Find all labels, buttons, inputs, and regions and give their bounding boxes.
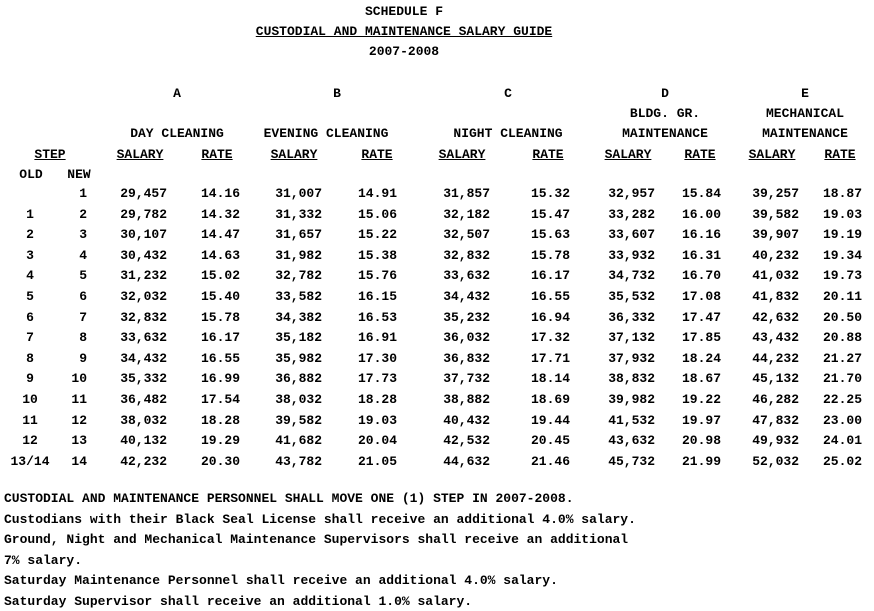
old-step-cell: 11 [22,413,38,428]
group-a-rate-cell: 14.32 [200,207,240,222]
group-b-salary-cell: 39,582 [275,413,322,428]
old-step-cell: 1 [26,207,34,222]
group-b-salary-cell: 41,682 [275,433,322,448]
group-d-salary-cell: 34,732 [608,268,655,283]
group-c-rate-header: RATE [532,147,564,162]
group-d-rate-cell: 16.31 [681,248,721,263]
group-b-rate-cell: 17.30 [357,351,397,366]
new-step-cell: 3 [79,227,87,242]
group-a-rate-cell: 18.28 [200,413,240,428]
group-d-rate-cell: 19.97 [681,413,721,428]
group-e-salary-header: SALARY [748,147,796,162]
group-c-salary-cell: 35,232 [443,310,490,325]
group-a-rate-cell: 16.17 [200,330,240,345]
group-b-salary-cell: 33,582 [275,289,322,304]
group-a-salary-cell: 31,232 [120,268,167,283]
group-a-salary-cell: 34,432 [120,351,167,366]
group-a-salary-cell: 32,032 [120,289,167,304]
group-d-rate-cell: 17.47 [681,310,721,325]
group-d-salary-cell: 36,332 [608,310,655,325]
old-step-cell: 7 [26,330,34,345]
step-header: STEP [34,147,66,162]
group-e-salary-cell: 42,632 [752,310,799,325]
group-e-rate-cell: 20.50 [822,310,862,325]
old-step-cell: 12 [22,433,38,448]
group-d-rate-header: RATE [684,147,716,162]
group-d-rate-cell: 21.99 [681,454,721,469]
group-c-salary-cell: 37,732 [443,371,490,386]
group-c-rate-cell: 19.44 [530,413,570,428]
group-e-rate-cell: 20.11 [822,289,862,304]
group-d-rate-cell: 19.22 [681,392,721,407]
old-step-cell: 10 [22,392,38,407]
new-step-cell: 9 [79,351,87,366]
old-step-cell: 9 [26,371,34,386]
group-a-salary-header: SALARY [116,147,164,162]
group-d-letter: D [661,86,669,101]
group-e-letter: E [801,86,809,101]
group-b-salary-cell: 38,032 [275,392,322,407]
group-c-rate-cell: 15.47 [530,207,570,222]
group-d-salary-cell: 45,732 [608,454,655,469]
group-e-salary-cell: 45,132 [752,371,799,386]
group-d-salary-cell: 37,932 [608,351,655,366]
group-b-rate-cell: 17.73 [357,371,397,386]
note-step-movement: CUSTODIAL AND MAINTENANCE PERSONNEL SHALL MOVE ONE (1) STEP IN 2007-2008. [4,491,574,506]
group-a-salary-cell: 40,132 [120,433,167,448]
old-step-cell: 5 [26,289,34,304]
group-e-salary-cell: 41,032 [752,268,799,283]
group-c-rate-cell: 18.69 [530,392,570,407]
group-e-salary-cell: 39,582 [752,207,799,222]
group-e-rate-cell: 21.70 [822,371,862,386]
group-a-rate-cell: 16.99 [200,371,240,386]
group-b-rate-cell: 15.06 [357,207,397,222]
group-b-rate-cell: 15.22 [357,227,397,242]
group-a-salary-cell: 36,482 [120,392,167,407]
old-step-cell: 3 [26,248,34,263]
group-d-name-line2: MAINTENANCE [622,126,708,141]
group-b-name: EVENING CLEANING [263,126,389,141]
group-d-rate-cell: 15.84 [681,186,721,201]
group-e-rate-cell: 25.02 [822,454,862,469]
new-step-cell: 13 [71,433,87,448]
group-b-rate-cell: 18.28 [357,392,397,407]
group-a-salary-cell: 30,107 [120,227,167,242]
group-e-rate-cell: 18.87 [822,186,862,201]
group-c-rate-cell: 17.71 [530,351,570,366]
group-c-rate-cell: 17.32 [530,330,570,345]
group-e-rate-cell: 24.01 [822,433,862,448]
group-c-salary-cell: 32,182 [443,207,490,222]
group-b-salary-cell: 32,782 [275,268,322,283]
group-c-salary-cell: 31,857 [443,186,490,201]
group-a-rate-cell: 19.29 [200,433,240,448]
group-b-rate-cell: 15.38 [357,248,397,263]
group-e-salary-cell: 39,907 [752,227,799,242]
new-step-cell: 10 [71,371,87,386]
group-d-salary-cell: 43,632 [608,433,655,448]
year-label: 2007-2008 [368,44,440,59]
group-e-salary-cell: 47,832 [752,413,799,428]
group-c-rate-cell: 15.32 [530,186,570,201]
new-step-cell: 6 [79,289,87,304]
group-e-salary-cell: 43,432 [752,330,799,345]
group-d-rate-cell: 16.16 [681,227,721,242]
new-step-cell: 2 [79,207,87,222]
group-a-salary-cell: 32,832 [120,310,167,325]
group-b-rate-cell: 19.03 [357,413,397,428]
group-d-salary-cell: 35,532 [608,289,655,304]
group-c-rate-cell: 18.14 [530,371,570,386]
new-step-cell: 8 [79,330,87,345]
group-c-salary-cell: 36,832 [443,351,490,366]
group-e-salary-cell: 46,282 [752,392,799,407]
group-a-salary-cell: 30,432 [120,248,167,263]
group-e-rate-cell: 20.88 [822,330,862,345]
group-a-rate-cell: 14.63 [200,248,240,263]
group-b-salary-cell: 34,382 [275,310,322,325]
group-b-salary-cell: 43,782 [275,454,322,469]
group-b-salary-cell: 31,982 [275,248,322,263]
group-b-rate-cell: 16.91 [357,330,397,345]
group-c-salary-cell: 33,632 [443,268,490,283]
group-d-salary-cell: 33,282 [608,207,655,222]
group-b-rate-cell: 21.05 [357,454,397,469]
old-step-header: OLD [19,167,43,182]
group-c-salary-header: SALARY [438,147,486,162]
new-step-cell: 12 [71,413,87,428]
group-e-rate-cell: 19.19 [822,227,862,242]
new-step-cell: 7 [79,310,87,325]
group-b-salary-header: SALARY [270,147,318,162]
group-a-letter: A [173,86,181,101]
group-a-salary-cell: 29,457 [120,186,167,201]
group-e-rate-cell: 19.03 [822,207,862,222]
group-b-rate-cell: 20.04 [357,433,397,448]
group-d-rate-cell: 16.00 [681,207,721,222]
group-c-rate-cell: 15.63 [530,227,570,242]
group-c-rate-cell: 21.46 [530,454,570,469]
group-d-rate-cell: 20.98 [681,433,721,448]
old-step-cell: 8 [26,351,34,366]
group-c-rate-cell: 16.17 [530,268,570,283]
group-c-rate-cell: 15.78 [530,248,570,263]
group-d-salary-cell: 33,607 [608,227,655,242]
group-e-salary-cell: 39,257 [752,186,799,201]
group-d-rate-cell: 16.70 [681,268,721,283]
group-a-salary-cell: 29,782 [120,207,167,222]
group-e-name-line1: MECHANICAL [765,106,845,121]
note-supervisors: Ground, Night and Mechanical Maintenance Supervisors shall receive an additional [4,532,629,547]
group-d-salary-cell: 38,832 [608,371,655,386]
group-d-rate-cell: 18.24 [681,351,721,366]
group-b-salary-cell: 35,982 [275,351,322,366]
group-d-salary-header: SALARY [604,147,652,162]
new-step-cell: 1 [79,186,87,201]
group-b-salary-cell: 31,007 [275,186,322,201]
group-d-rate-cell: 18.67 [681,371,721,386]
old-step-cell: 4 [26,268,34,283]
group-d-rate-cell: 17.85 [681,330,721,345]
group-a-rate-cell: 15.02 [200,268,240,283]
group-c-rate-cell: 20.45 [530,433,570,448]
group-b-rate-cell: 16.15 [357,289,397,304]
group-d-salary-cell: 41,532 [608,413,655,428]
group-c-salary-cell: 40,432 [443,413,490,428]
note-black-seal: Custodians with their Black Seal License shall receive an additional 4.0% salary. [4,512,636,527]
group-e-salary-cell: 49,932 [752,433,799,448]
group-c-salary-cell: 44,632 [443,454,490,469]
group-c-salary-cell: 38,882 [443,392,490,407]
group-a-salary-cell: 35,332 [120,371,167,386]
group-b-rate-cell: 14.91 [357,186,397,201]
group-a-rate-cell: 14.16 [200,186,240,201]
group-d-rate-cell: 17.08 [681,289,721,304]
group-c-letter: C [504,86,512,101]
group-e-salary-cell: 44,232 [752,351,799,366]
group-c-salary-cell: 36,032 [443,330,490,345]
old-step-cell: 6 [26,310,34,325]
group-e-salary-cell: 40,232 [752,248,799,263]
group-e-rate-cell: 21.27 [822,351,862,366]
group-b-rate-cell: 15.76 [357,268,397,283]
new-step-header: NEW [67,167,91,182]
group-b-letter: B [333,86,341,101]
schedule-label: SCHEDULE F [364,4,444,19]
old-step-cell: 13/14 [10,454,50,469]
group-b-salary-cell: 31,657 [275,227,322,242]
note-supervisors-cont: 7% salary. [4,553,83,568]
group-a-salary-cell: 33,632 [120,330,167,345]
note-saturday-maintenance: Saturday Maintenance Personnel shall receive an additional 4.0% salary. [4,573,558,588]
group-c-salary-cell: 32,507 [443,227,490,242]
group-d-salary-cell: 37,132 [608,330,655,345]
new-step-cell: 14 [71,454,87,469]
group-a-rate-header: RATE [201,147,233,162]
group-a-name: DAY CLEANING [130,126,224,141]
group-a-rate-cell: 15.78 [200,310,240,325]
group-e-name-line2: MAINTENANCE [762,126,848,141]
group-a-rate-cell: 15.40 [200,289,240,304]
group-e-rate-cell: 22.25 [822,392,862,407]
new-step-cell: 4 [79,248,87,263]
group-d-salary-cell: 32,957 [608,186,655,201]
group-a-rate-cell: 14.47 [200,227,240,242]
group-e-rate-header: RATE [824,147,856,162]
group-d-name-line1: BLDG. GR. [629,106,701,121]
group-c-rate-cell: 16.55 [530,289,570,304]
group-a-salary-cell: 38,032 [120,413,167,428]
new-step-cell: 5 [79,268,87,283]
group-a-salary-cell: 42,232 [120,454,167,469]
old-step-cell: 2 [26,227,34,242]
group-b-salary-cell: 36,882 [275,371,322,386]
group-a-rate-cell: 17.54 [200,392,240,407]
group-c-name: NIGHT CLEANING [453,126,563,141]
group-b-salary-cell: 31,332 [275,207,322,222]
group-c-rate-cell: 16.94 [530,310,570,325]
group-e-rate-cell: 19.73 [822,268,862,283]
group-a-rate-cell: 16.55 [200,351,240,366]
group-e-salary-cell: 52,032 [752,454,799,469]
group-d-salary-cell: 39,982 [608,392,655,407]
group-e-salary-cell: 41,832 [752,289,799,304]
group-b-rate-header: RATE [361,147,393,162]
group-d-salary-cell: 33,932 [608,248,655,263]
group-c-salary-cell: 34,432 [443,289,490,304]
new-step-cell: 11 [71,392,87,407]
group-a-rate-cell: 20.30 [200,454,240,469]
group-e-rate-cell: 19.34 [822,248,862,263]
group-b-salary-cell: 35,182 [275,330,322,345]
group-c-salary-cell: 42,532 [443,433,490,448]
group-b-rate-cell: 16.53 [357,310,397,325]
document-title: CUSTODIAL AND MAINTENANCE SALARY GUIDE [255,24,553,39]
note-saturday-supervisor: Saturday Supervisor shall receive an additional 1.0% salary. [4,594,473,609]
group-c-salary-cell: 32,832 [443,248,490,263]
group-e-rate-cell: 23.00 [822,413,862,428]
